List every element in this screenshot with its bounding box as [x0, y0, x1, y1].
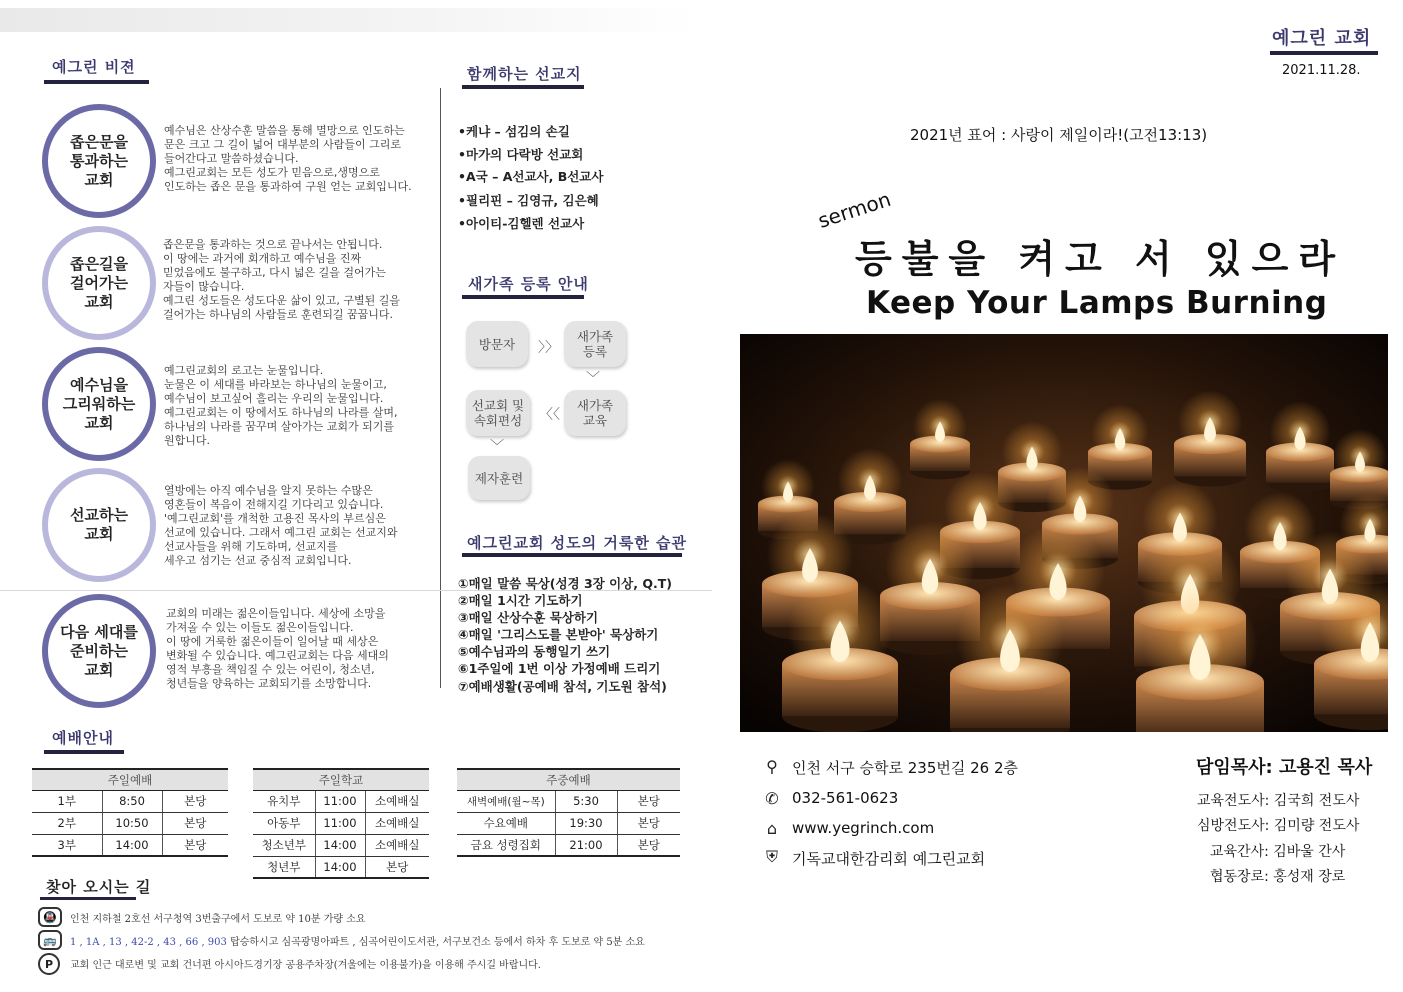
church-phone: 032-561-0623	[792, 789, 899, 807]
vision-circle: 좁은문을 통과하는 교회	[42, 104, 156, 218]
mission-item: •아이티-김헬렌 선교사	[458, 216, 585, 231]
table-header: 주중예배	[457, 769, 680, 790]
table-row: 금요 성령집회 21:00 본당	[457, 834, 680, 856]
registration-title: 새가족 등록 안내	[468, 275, 589, 293]
vision-title-underline	[44, 80, 149, 84]
directions-title-underline	[40, 897, 136, 900]
flow-arrow-down-icon: ﹀	[490, 439, 504, 455]
staff-member: 심방전도사: 김미량 전도사	[1197, 818, 1360, 834]
weekday-worship-table	[457, 768, 680, 857]
church-name-underline	[1270, 51, 1378, 55]
staff-member: 교육전도사: 김국희 전도사	[1197, 793, 1360, 809]
table-row: 2부 10:50 본당	[32, 812, 228, 834]
top-fade-band	[0, 8, 700, 32]
mission-item: •필리핀 – 김영규, 김은혜	[458, 193, 599, 208]
vision-description: 열방에는 아직 예수님을 알지 못하는 수많은 영혼들이 복음이 전해지길 기다리고 있습니다. '예그린교회'를 개척한 고용진 목사의 부르심은 선교에 있습니다. 그래서 예그린 교회는 선교지와 선교사들을 위해 기도하며, 선교지를 세우고 섬기는 선교 중심적 교회입니다.	[164, 484, 398, 567]
table-row: 청년부 14:00 본당	[253, 856, 429, 878]
direction-parking: 교회 인근 대로변 및 교회 건너편 아시아드경기장 공용주차장(겨울에는 이용불가)을 이용해 주시길 바랍니다.	[70, 960, 541, 971]
vision-description: 예수님은 산상수훈 말씀을 통해 멸망으로 인도하는 문은 크고 그 길이 넓어 대부분의 사람들이 그리로 들어간다고 말씀하셨습니다. 예그린교회는 모든 성도가 믿음으로,생명으로 인도하는 좁은 문을 통과하여 구원 얻는 교회입니다.	[164, 124, 412, 193]
senior-pastor: 담임목사: 고용진 목사	[1196, 757, 1373, 778]
table-header: 주일학교	[253, 769, 429, 790]
table-row: 유치부 11:00 소예배실	[253, 790, 429, 812]
subway-icon: 🚇	[38, 907, 62, 927]
sermon-tag: sermon	[815, 186, 894, 233]
table-row: 새벽예배(월~목) 5:30 본당	[457, 790, 680, 812]
mission-item: •케냐 – 섬김의 손길	[458, 124, 570, 139]
vision-circle: 다음 세대를 준비하는 교회	[42, 594, 156, 708]
flow-arrow-down-icon: ﹀	[586, 371, 600, 387]
flow-arrow-left-icon: 〈〈	[539, 407, 560, 423]
worship-title-underline	[44, 750, 124, 754]
direction-subway: 인천 지하철 2호선 서구청역 3번출구에서 도보로 약 10분 가량 소요	[70, 914, 366, 925]
table-row: 청소년부 14:00 소예배실	[253, 834, 429, 856]
table-row: 3부 14:00 본당	[32, 834, 228, 856]
church-website[interactable]: www.yegrinch.com	[792, 819, 935, 837]
missions-title: 함께하는 선교지	[467, 65, 582, 83]
bulletin-date: 2021.11.28.	[1282, 63, 1361, 78]
habits-title: 예그린교회 성도의 거룩한 습관	[467, 534, 688, 552]
flow-step-training: 제자훈련	[468, 456, 530, 500]
directions-title: 찾아 오시는 길	[46, 878, 152, 896]
vision-circle: 선교하는 교회	[42, 468, 156, 582]
parking-icon: P	[38, 953, 60, 975]
habit-item: ⑦예배생활(공예배 참석, 기도원 참석)	[458, 679, 667, 694]
location-pin-icon: ⚲	[766, 756, 778, 776]
table-row: 수요예배 19:30 본당	[457, 812, 680, 834]
habit-item: ⑤예수님과의 동행일기 쓰기	[458, 644, 611, 659]
mission-item: •마가의 다락방 선교회	[458, 147, 584, 162]
flow-arrow-right-icon: 〉〉	[538, 340, 559, 356]
worship-title: 예배안내	[52, 729, 114, 747]
table-row: 1부 8:50 본당	[32, 790, 228, 812]
home-icon: ⌂	[766, 818, 778, 838]
candles-photo	[740, 334, 1388, 732]
habit-item: ⑥1주일에 1번 이상 가정예배 드리기	[458, 661, 661, 676]
sunday-worship-table	[32, 768, 228, 857]
vision-circle: 좁은길을 걸어가는 교회	[42, 226, 156, 340]
church-address: 인천 서구 승학로 235번길 26 2층	[792, 759, 1019, 777]
flow-step-group: 선교회 및 속회편성	[466, 390, 530, 436]
vision-description: 예그린교회의 로고는 눈물입니다. 눈물은 이 세대를 바라보는 하나님의 눈물이고, 예수님이 보고싶어 흘리는 우리의 눈물입니다. 예그린교회는 이 땅에서도 하나님의 나라를 살며, 하나님의 나라를 꿈꾸며 살아가는 교회가 되기를 원합니다.	[164, 364, 398, 447]
habit-item: ③매일 산상수훈 묵상하기	[458, 610, 599, 625]
missions-title-underline	[462, 85, 584, 89]
flow-step-education: 새가족 교육	[564, 390, 626, 436]
sermon-title-english: Keep Your Lamps Burning	[866, 285, 1328, 321]
sermon-title-korean: 등불을 켜고 서 있으라	[855, 237, 1346, 281]
bus-icon: 🚌	[38, 930, 62, 950]
flow-step-register: 새가족 등록	[564, 321, 626, 367]
staff-member: 교육간사: 김바울 간사	[1210, 844, 1346, 860]
direction-bus: 1 , 1A , 13 , 42-2 , 43 , 66 , 903 탑승하시고 심곡광명아파트 , 심곡어린이도서관, 서구보건소 등에서 하차 후 도보로 약 5분 소요	[70, 937, 645, 948]
flow-step-visitor: 방문자	[466, 321, 528, 367]
phone-icon: ✆	[765, 788, 779, 808]
church-name: 예그린 교회	[1272, 28, 1372, 49]
vision-circle: 예수님을 그리워하는 교회	[42, 347, 156, 461]
vision-title: 예그린 비젼	[52, 58, 136, 76]
habit-item: ①매일 말씀 묵상(성경 3장 이상, Q.T)	[458, 576, 672, 591]
vision-description: 교회의 미래는 젊은이들입니다. 세상에 소망을 가져올 수 있는 이들도 젊은이들입니다. 이 땅에 거룩한 젊은이들이 일어날 때 세상은 변화될 수 있습니다. 예그린교회는 다음 세대의 영적 부흥을 책임질 수 있는 어린이, 청소년, 청년들을 양육하는 교회되기를 소망합니다.	[166, 607, 389, 690]
habit-item: ②매일 1시간 기도하기	[458, 593, 583, 608]
staff-member: 협동장로: 홍성재 장로	[1210, 869, 1346, 885]
table-header: 주일예배	[32, 769, 228, 790]
table-row: 아동부 11:00 소예배실	[253, 812, 429, 834]
vision-description: 좁은문을 통과하는 것으로 끝나서는 안됩니다. 이 땅에는 과거에 회개하고 예수님을 진짜 믿었음에도 불구하고, 다시 넓은 길을 걸어가는 자들이 많습니다. 예그린 성도들은 성도다운 삶이 있고, 구별된 길을 걸어가는 하나님의 사람들로 훈련되길 꿈꿉니다.	[163, 238, 400, 321]
habits-title-underline	[462, 553, 682, 557]
column-divider	[440, 88, 441, 688]
methodist-emblem-icon: ⛨	[765, 847, 778, 866]
habit-item: ④매일 '그리스도를 본받아' 묵상하기	[458, 627, 659, 642]
denomination: 기독교대한감리회 예그린교회	[792, 850, 986, 868]
year-motto: 2021년 표어 : 사랑이 제일이라!(고전13:13)	[910, 126, 1208, 144]
registration-title-underline	[462, 295, 584, 299]
mission-item: •A국 – A선교사, B선교사	[458, 169, 604, 184]
sunday-school-table	[253, 768, 429, 879]
